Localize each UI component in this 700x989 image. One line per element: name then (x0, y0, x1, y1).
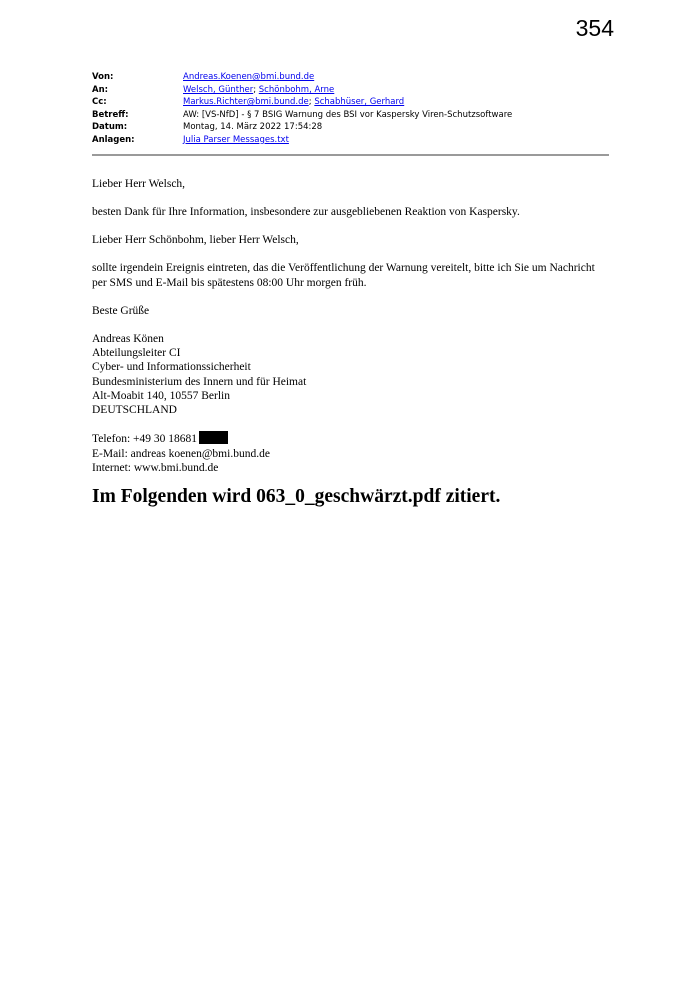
header-row-attachments (92, 134, 609, 147)
contact-block (92, 431, 612, 475)
subject-label: Betreff: (92, 109, 129, 120)
closing: Beste Grüße (92, 304, 150, 317)
email-body (92, 177, 612, 489)
attachment-link[interactable]: Julia Parser Messages.txt (183, 134, 289, 145)
signature-title: Abteilungsleiter CI (92, 347, 181, 360)
signature-ministry: Bundesministerium des Innern und für Heimat (92, 375, 307, 388)
email-header (92, 71, 609, 146)
to-separator: ; (253, 84, 259, 95)
citation-heading: Im Folgenden wird 063_0_geschwärzt.pdf zitiert. (92, 486, 501, 507)
subject-value: AW: [VS-NfD] - § 7 BSIG Warnung des BSI vor Kaspersky Viren-Schutzsoftware (183, 109, 513, 120)
request-line-2: per SMS und E-Mail bis spätestens 08:00 Uhr morgen früh. (92, 276, 367, 289)
contact-email: E-Mail: andreas koenen@bmi.bund.de (92, 447, 270, 460)
request-line-1: sollte irgendein Ereignis eintreten, das die Veröffentlichung der Warnung vereitelt, bitte ich Sie um Nachricht (92, 262, 595, 275)
contact-phone-line (92, 431, 612, 446)
header-row-subject (92, 109, 609, 122)
contact-phone: Telefon: +49 30 18681 (92, 433, 198, 446)
page-number: 354 (575, 15, 614, 41)
greeting-welsch: Lieber Herr Welsch, (92, 178, 186, 190)
cc-label: Cc: (92, 97, 107, 107)
from-label: Von: (92, 72, 114, 82)
from-email-link[interactable]: Andreas.Koenen@bmi.bund.de (183, 72, 315, 82)
signature-department: Cyber- und Informationssicherheit (92, 361, 251, 374)
header-row-from (92, 71, 609, 84)
contact-internet: Internet: www.bmi.bund.de (92, 461, 219, 474)
thanks-paragraph: besten Dank für Ihre Information, insbesondere zur ausgebliebenen Reaktion von Kaspersky. (92, 206, 520, 219)
to-recipient-link[interactable]: Welsch, Günther (183, 84, 254, 95)
redaction-bar (199, 431, 228, 444)
header-row-date (92, 121, 609, 134)
signature-country: DEUTSCHLAND (92, 404, 177, 417)
cc-separator: ; (308, 97, 315, 107)
request-paragraph (92, 261, 612, 290)
signature-name: Andreas Könen (92, 332, 164, 345)
date-label: Datum: (92, 122, 128, 132)
date-value: Montag, 14. März 2022 17:54:28 (183, 122, 323, 132)
cc-recipient-link[interactable]: Markus.Richter@bmi.bund.de (183, 97, 309, 107)
attachments-label: Anlagen: (92, 134, 135, 145)
signature-address: Alt-Moabit 140, 10557 Berlin (92, 389, 230, 402)
header-row-to (92, 84, 609, 97)
header-row-cc (92, 96, 609, 109)
to-label: An: (92, 84, 109, 95)
to-recipient-link[interactable]: Schönbohm, Arne (258, 84, 335, 95)
header-divider (92, 154, 609, 156)
cc-recipient-link[interactable]: Schabhüser, Gerhard (314, 97, 405, 107)
greeting-both: Lieber Herr Schönbohm, lieber Herr Welsch, (92, 234, 299, 247)
signature-block (92, 332, 612, 418)
